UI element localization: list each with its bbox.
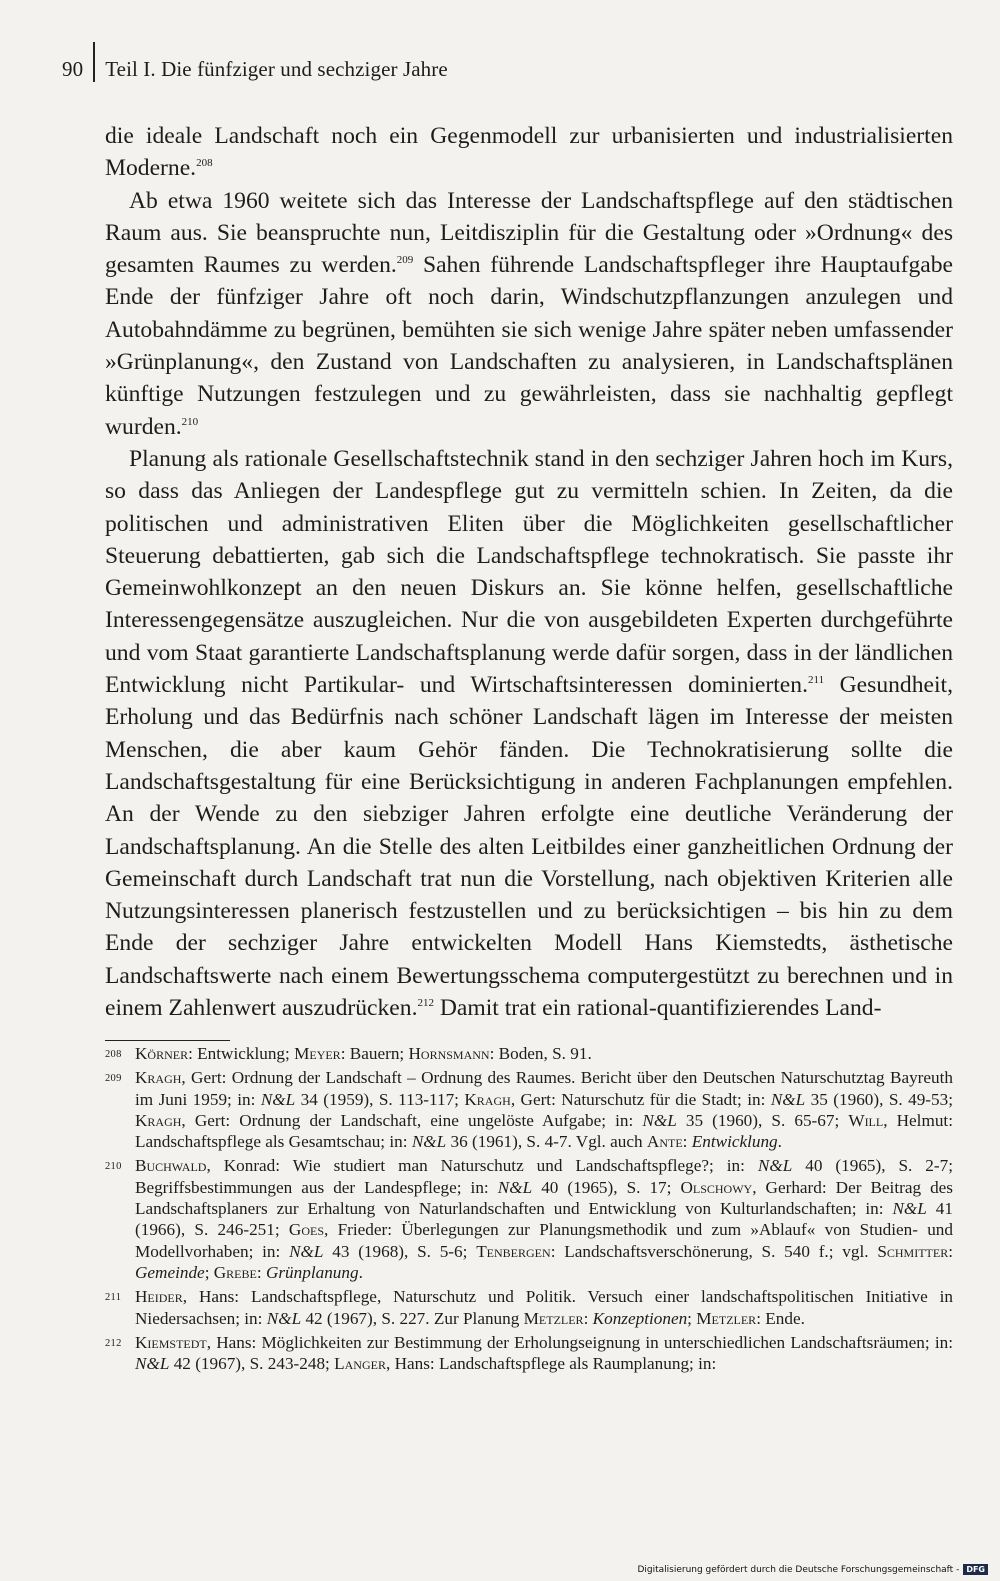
paragraph-3: Planung als rationale Gesellschaftstechnik stand in den sechziger Jahren hoch im Kurs, so dass das Anliegen der Landespflege gut zu vermitteln schien. In Zeiten, da die politischen und administrativen Eliten über die Möglichkeiten gesellschaftlicher Steuerung debattierten, gab sich die Landschaftspflege technokratisch. Sie passte ihr Gemeinwohlkonzept an den neuen Diskurs an. Sie könne helfen, gesellschaftliche Interessengegensätze auszugleichen. Nur die von ausgebildeten Experten durchgeführte und vom Staat garantierte Landschaftsplanung werde dafür sorgen, dass in der ländlichen Entwicklung nicht Partikular- und Wirtschaftsinteressen dominierten.$^{211}$ Gesundheit, Erholung und das Bedürfnis nach schöner Landschaft lägen im Interesse der meisten Menschen, die aber kaum Gehör fänden. Die Technokratisierung sollte die Landschaftsgestaltung für eine Berücksichtigung in anderen Fachplanungen empfehlen. An der Wende zu den siebziger Jahren erfolgte eine deutliche Veränderung der Landschaftsplanung. An die Stelle des alten Leitbildes einer ganzheitlichen Ordnung der Gemeinschaft durch Landschaft trat nun die Vorstellung, nach objektiven Kriterien alle Nutzungsinteressen planerisch festzustellen und zu berücksichtigen – bis hin zu dem Ende der sechziger Jahre entwickelten Modell Hans Kiemstedts, ästhetische Landschaftswerte nach einem Bewertungsschema computergestützt zu berechnen und in einem Zahlenwert auszudrücken.$^{212}$ Damit trat ein rational-quantifizierendes Land- — [105, 445, 953, 1022]
footnote-separator — [105, 1040, 230, 1041]
footnote-210: 210 Buchwald, Konrad: Wie studiert man Naturschutz und Landschaftspflege?; in: N&L 40 (1965), S. 2-7; Begriffsbestimmungen aus der Landespflege; in: N&L 40 (1965), S. 17; Olschowy, Gerhard: Der Beitrag des Landschaftsplaners zur Erhaltung von Naturlandschaften und Entwicklung von Kulturlandschaften; in: N&L 41 (1966), S. 246-251; Goes, Frieder: Überlegungen zur Planungsmethodik und zum »Ablauf« von Studien- und Modellvorhaben; in: N&L 43 (1968), S. 5-6; Tenbergen: Landschaftsverschönerung, S. 540 f.; vgl. Schmitter: Gemeinde; Grebe: Grünplanung. — [105, 1156, 953, 1282]
footnote-211: 211 Heider, Hans: Landschaftspflege, Naturschutz und Politik. Versuch einer landschaftspolitischen Initiative in Niedersachsen; in: N&L 42 (1967), S. 227. Zur Planung Metzler: Konzeptionen; Metzler: Ende. — [105, 1287, 953, 1328]
footnote-ref-210: 210 — [181, 415, 199, 428]
footnote-208: 208 Körner: Entwicklung; Meyer: Bauern; Hornsmann: Boden, S. 91. — [105, 1044, 592, 1063]
credit-text: Digitalisierung gefördert durch die Deutsche Forschungsgemeinschaft - — [637, 1564, 960, 1575]
footnote-209: 209 Kragh, Gert: Ordnung der Landschaft – Ordnung des Raumes. Bericht über den Deutschen Naturschutztag Bayreuth im Juni 1959; in: N&L 34 (1959), S. 113-117; Kragh, Gert: Naturschutz für die Stadt; in: N&L 35 (1960), S. 49-53; Kragh, Gert: Ordnung der Landschaft, eine ungelöste Aufgabe; in: N&L 35 (1960), S. 65-67; Will, Helmut: Landschaftspflege als Gesamtschau; in: N&L 36 (1961), S. 4-7. Vgl. auch Ante: Entwicklung. — [105, 1068, 953, 1152]
dfg-logo: DFG — [963, 1564, 988, 1575]
footnote-ref-212: 212 — [417, 997, 434, 1010]
footnote-212: 212 Kiemstedt, Hans: Möglichkeiten zur Bestimmung der Erholungseignung in unterschiedlichen Landschaftsräumen; in: N&L 42 (1967), S. 243-248; Langer, Hans: Landschaftspflege als Raumplanung; in: — [105, 1332, 953, 1374]
footnote-ref-211: 211 — [807, 674, 825, 687]
footnote-ref-209: 209 — [396, 254, 414, 267]
paragraph-1: die ideale Landschaft noch ein Gegenmodell zur urbanisierten und industrialisierten Moderne.$^{208}$ — [105, 123, 953, 182]
running-header — [62, 56, 942, 82]
footnote-ref-208: 208 — [196, 157, 213, 170]
page-number: 90 — [62, 56, 84, 81]
header-divider — [93, 42, 95, 82]
main-text — [105, 120, 953, 1024]
footnotes — [105, 1043, 953, 1377]
paragraph-2: Ab etwa 1960 weitete sich das Interesse der Landschaftspflege auf den städtischen Raum aus. Sie beanspruchte nun, Leitdisziplin für die Gestaltung oder »Ordnung« des gesamten Raumes zu werden.$^{209}$ Sahen führende Landschaftspfleger ihre Hauptaufgabe Ende der fünfziger Jahre oft noch darin, Windschutzpflanzungen anzulegen und Autobahndämme zu begrünen, bemühten sie sich wenige Jahre später neben umfassender »Grünplanung«, den Zustand von Landschaften zu analysieren, in Landschaftsplänen künftige Nutzungen festzulegen und zu gewährleisten, dass sie nachhaltig gepflegt wurden.$^{210}$ — [105, 187, 953, 440]
digitization-credit — [637, 1564, 988, 1575]
running-title: Teil I. Die fünfziger und sechziger Jahre — [105, 56, 448, 81]
